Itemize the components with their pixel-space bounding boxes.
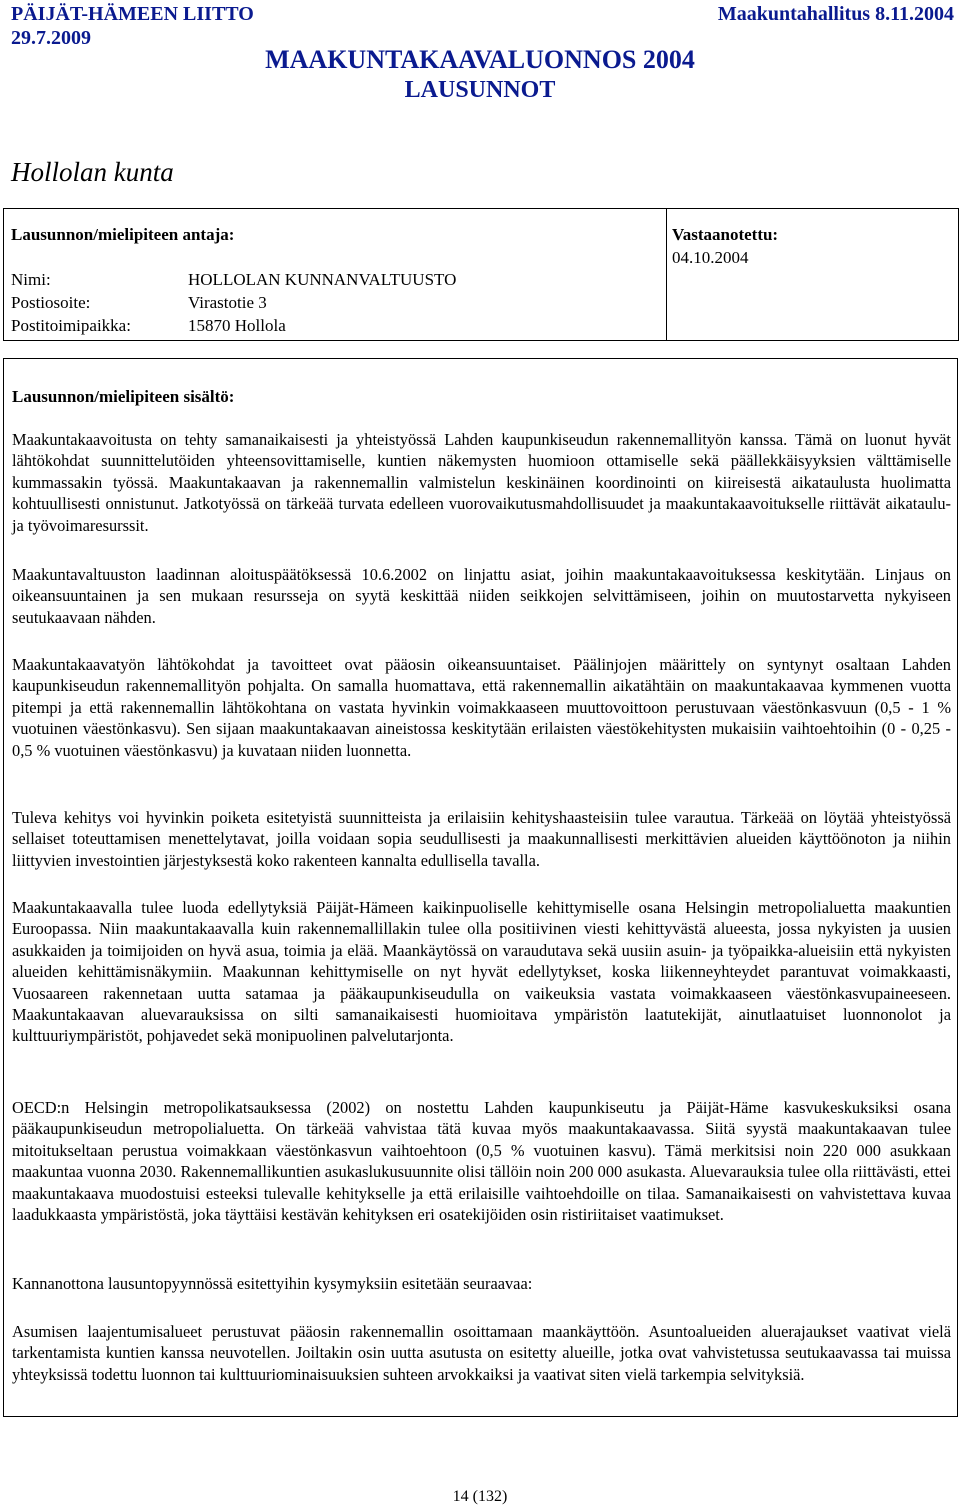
document-subtitle: LAUSUNNOT <box>404 77 556 103</box>
header-org-name: PÄIJÄT-HÄMEEN LIITTO <box>11 3 254 25</box>
info-table-left-border <box>3 208 4 341</box>
info-table-right-border <box>958 208 959 341</box>
paragraph: Asumisen laajentumisalueet perustuvat pääosin rakennemallin osoittamaan maankäyttöön. Asuntoalueiden aluerajaukset vaativat vielä tarkentamista kuntien kanssa neuvotellen. Joiltakin osin uutta asutusta on esitetty alueille, jotka ovat vahvistetussa seutukaavassa tai muissa yhteyksissä todettu luonnon tai kulttuuriominaisuuksien suhteen arvokkaiksi ja vaativat siten vielä tarkempia selvityksiä. <box>12 1322 951 1384</box>
content-title: Lausunnon/mielipiteen sisältö: <box>12 387 235 406</box>
giver-label: Lausunnon/mielipiteen antaja: <box>11 225 235 244</box>
city-label: Postitoimipaikka: <box>11 316 131 335</box>
info-table-bottom-border <box>3 340 959 341</box>
city-value: 15870 Hollola <box>188 316 286 335</box>
header-date: 29.7.2009 <box>11 27 91 49</box>
respondent-title: Hollolan kunta <box>11 157 174 187</box>
paragraph: Tuleva kehitys voi hyvinkin poiketa esitetyistä suunnitteista ja erilaisiin kehityshaasteisiin tulee varautua. Tärkeää on löytää yhteistyössä sellaiset toteuttamisen menettelytavat, joilla voidaan sopia seudullisesti ja maakunnallisesti merkittävien alueiden käyttöönoton ja niihin liittyvien investointien järjestyksestä koko rakenteen kannalta edullisella tavalla. <box>12 808 951 870</box>
received-date: 04.10.2004 <box>672 248 749 267</box>
paragraph: Maakuntakaavoitusta on tehty samanaikaisesti ja yhteistyössä Lahden kaupunkiseudun rakennemallityön kanssa. Tämä on luonut hyvät lähtökohdat suunnittelutöiden yhteensovittamiselle, kuntien näkemysten huomioon ottamiselle sekä päällekkäisyyksien välttämiselle kummassakin työssä. Maakuntakaavan ja rakennemallin valmistelun keskinäinen koordinointi on kiireisestä aikataulusta huolimatta kohtuullisesti onnistunut. Jatkotyössä on tärkeää turvata edelleen vuorovaikutusmahdollisuudet ja maakuntakaavoitukselle riittävät aikataulu- ja työvoimaresurssit. <box>12 430 951 535</box>
postal-label: Postiosoite: <box>11 293 91 312</box>
paragraph: Kannanottona lausuntopyynnössä esitettyihin kysymyksiin esitetään seuraavaa: <box>12 1274 533 1293</box>
info-table-divider <box>666 208 667 341</box>
header-left <box>11 2 254 50</box>
received-label: Vastaanotettu: <box>672 225 779 244</box>
page-number: 14 (132) <box>452 1488 508 1505</box>
paragraph: Maakuntavaltuuston laadinnan aloituspäätöksessä 10.6.2002 on linjattu asiat, joihin maakuntakaavoituksessa keskitytään. Linjaus on oikeansuuntainen ja sen mukaan resursseja on syytä keskittää niiden seikkojen selvittämiseen, joihin on muutostarvetta nykyiseen seutukaavaan nähden. <box>12 565 951 627</box>
header-meeting: Maakuntahallitus 8.11.2004 <box>717 3 954 25</box>
document-title: MAAKUNTAKAAVALUONNOS 2004 <box>265 45 695 74</box>
info-table-top-border <box>3 208 959 209</box>
paragraph: OECD:n Helsingin metropolikatsauksessa (2002) on nostettu Lahden kaupunkiseutu ja Päijät-Häme kasvukeskuksiksi osana pääkaupunkiseudun metropolialuetta. On tärkeää vahvistaa tätä kuvaa myös maakuntakaavassa. Siitä syystä maakuntakaavan tulee mitoitukseltaan perustua voimakkaan väestönkasvun vaihtoehtoon (0,5 % vuotuinen kasvu). Tämä merkitsisi noin 220 000 asukkaan maakuntaa vuonna 2030. Rakennemallikuntien asukaslukusuunnite olisi tällöin noin 200 000 asukasta. Aluevarauksia tulee olla riittävästi, ettei maakuntakaava muodostuisi esteeksi tulevalle kehitykselle ja että erilaisille vaihtoehdoille on tilaa. Samanaikaisesti on vahvistettava kuvaa laadukkaasta ympäristöstä, joka täyttäisi kestävän kehityksen eri osatekijöiden osin ristiriitaiset vaatimukset. <box>12 1098 951 1225</box>
name-label: Nimi: <box>11 270 51 289</box>
paragraph: Maakuntakaavatyön lähtökohdat ja tavoitteet ovat pääosin oikeansuuntaiset. Päälinjojen määrittely on syntynyt osaltaan Lahden kaupunkiseudun rakennemallityön pohjalta. On samalla huomattava, että rakennemallin aikatähtäin on maakuntakaavaa kymmenen vuotta pitempi ja että rakennemallin lähtökohtana on vastata hyvinkin voimakkaaseen muuttovoittoon perustuvaan väestönkasvuun (0,5 - 1 % vuotuinen väestönkasvu). Sen sijaan maakuntakaavan aineistossa keskitytään erilaisten väestökehitysten mukaisiin vaihtoehtoihin (0 - 0,25 - 0,5 % vuotuinen väestönkasvu) ja kuvataan niiden luonnetta. <box>12 655 951 760</box>
postal-value: Virastotie 3 <box>188 293 267 312</box>
name-value: HOLLOLAN KUNNANVALTUUSTO <box>188 270 457 289</box>
statement-content <box>3 358 958 1417</box>
paragraph: Maakuntakaavalla tulee luoda edellytyksiä Päijät-Hämeen kaikinpuoliselle kehittymiselle osana Helsingin metropolialuetta maakuntien Euroopassa. Niin maakuntakaavalla kuin rakennemallillakin tulee olla positiivinen viesti kehittyvästä alueesta, jossa nykyisten ja uusien asukkaiden ja toimijoiden on hyvä asua, toimia ja elää. Maankäytössä on varaudutava sekä uusiin asuin- ja työpaikka-alueisiin että nykyisten alueiden kehittämisnäkymiin. Maakunnan kehittymiselle on nyt hyvät edellytykset, koska liikenneyhteydet parantuvat voimakkaasti, Vuosaareen rakennetaan uutta satamaa ja pääkaupunkiseudulla on vaikeuksia vastata voimakkaaseen väestönkasvupaineeseen. Maakuntakaavan aluevarauksissa on silti samanaikaisesti huomioitava ympäristön laatutekijät, ainutlaatuiset luonnonolot ja kulttuuriympäristöt, pohjavedet sekä monipuolinen palvelutarjonta. <box>12 898 951 1046</box>
